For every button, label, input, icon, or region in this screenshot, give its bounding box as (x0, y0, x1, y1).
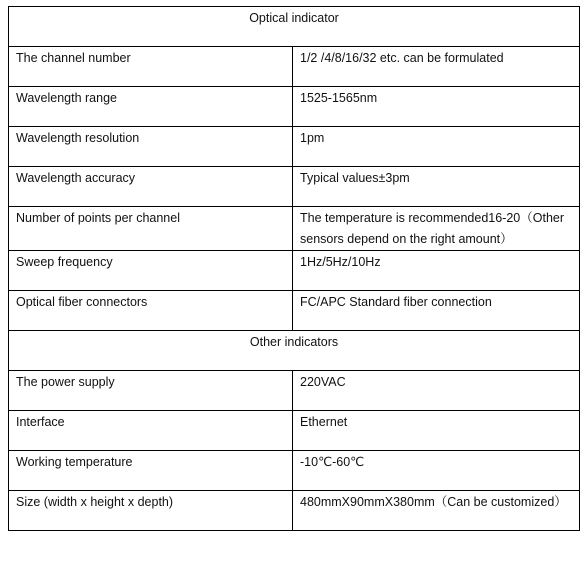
spec-value: -10℃-60℃ (293, 451, 580, 491)
table-row (9, 127, 580, 167)
spec-value: 480mmX90mmX380mm（Can be customized） (293, 491, 580, 531)
table-row (9, 451, 580, 491)
spec-value: Ethernet (293, 411, 580, 451)
section-header-row (9, 331, 580, 371)
table-row (9, 47, 580, 87)
table-row (9, 291, 580, 331)
table-row (9, 207, 580, 251)
spec-value: 1/2 /4/8/16/32 etc. can be formulated (293, 47, 580, 87)
spec-label: Sweep frequency (9, 251, 293, 291)
spec-label: The channel number (9, 47, 293, 87)
spec-value: 1pm (293, 127, 580, 167)
section-title: Optical indicator (9, 7, 580, 47)
spec-label: Number of points per channel (9, 207, 293, 251)
spec-label: Working temperature (9, 451, 293, 491)
table-row (9, 87, 580, 127)
table-row (9, 371, 580, 411)
spec-value: 220VAC (293, 371, 580, 411)
spec-label: The power supply (9, 371, 293, 411)
section-title: Other indicators (9, 331, 580, 371)
section-header-row (9, 7, 580, 47)
spec-value: FC/APC Standard fiber connection (293, 291, 580, 331)
table-row (9, 167, 580, 207)
spec-label: Optical fiber connectors (9, 291, 293, 331)
spec-value: 1Hz/5Hz/10Hz (293, 251, 580, 291)
table-row (9, 491, 580, 531)
spec-value: The temperature is recommended16-20（Other sensors depend on the right amount） (293, 207, 580, 251)
spec-label: Wavelength resolution (9, 127, 293, 167)
table-row (9, 411, 580, 451)
spec-table (8, 6, 580, 531)
spec-label: Wavelength accuracy (9, 167, 293, 207)
spec-value: 1525-1565nm (293, 87, 580, 127)
spec-label: Wavelength range (9, 87, 293, 127)
spec-label: Interface (9, 411, 293, 451)
spec-value: Typical values±3pm (293, 167, 580, 207)
spec-label: Size (width x height x depth) (9, 491, 293, 531)
table-row (9, 251, 580, 291)
